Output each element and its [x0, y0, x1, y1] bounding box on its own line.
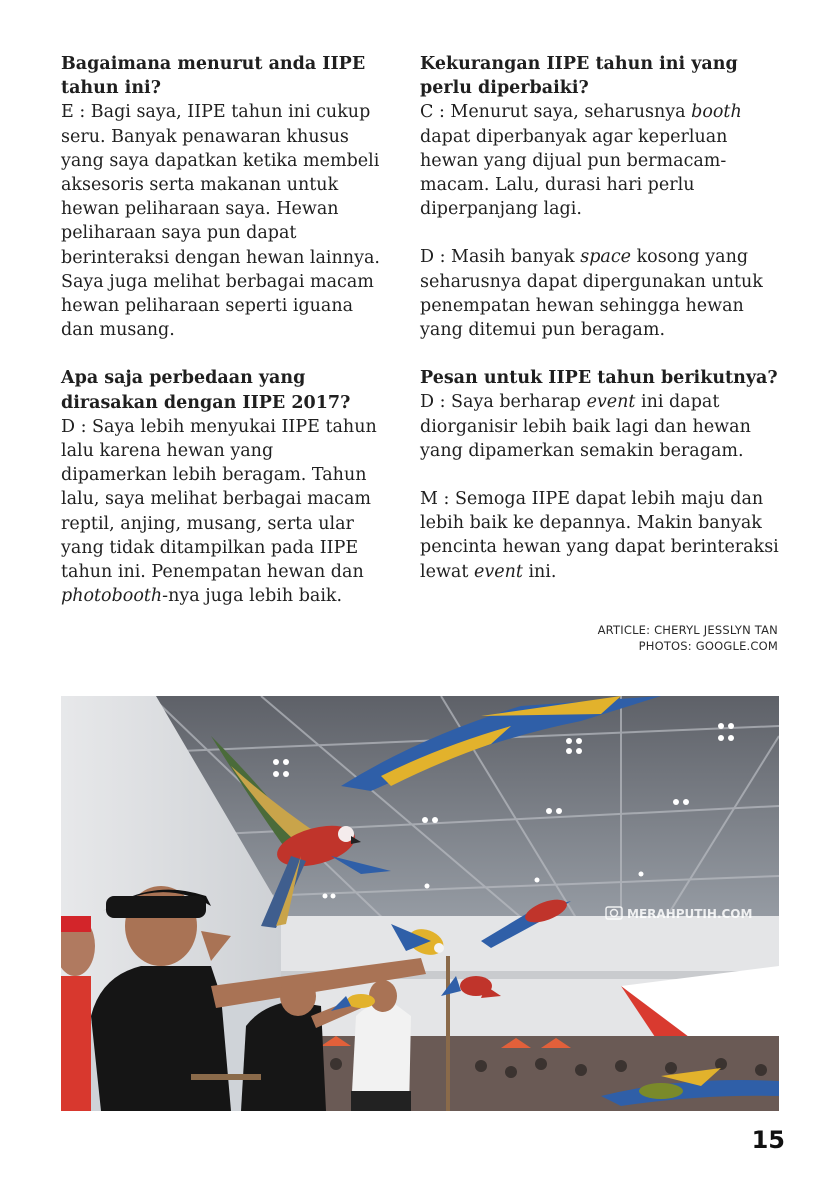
question-4: Pesan untuk IIPE tahun berikutnya? [420, 368, 778, 389]
question-3: Kekurangan IIPE tahun ini yang perlu diperbaiki? [420, 54, 738, 99]
right-column [420, 52, 780, 584]
question-2: Apa saja perbedaan yang dirasakan dengan IIPE 2017? [61, 368, 351, 413]
answer-3: C : Menurut saya, seharusnya booth dapat diperbanyak agar keperluan hewan yang dijual pun bermacam-macam. Lalu, durasi hari perlu diperpanjang lagi. [420, 102, 742, 220]
left-column [61, 52, 381, 608]
article-credit: ARTICLE: CHERYL JESSLYN TAN [597, 623, 778, 637]
photo-credit: PHOTOS: GOOGLE.COM [638, 639, 778, 653]
answer-4: D : Masih banyak space kosong yang seharusnya dapat dipergunakan untuk penempatan hewan sehingga hewan yang ditemui pun beragam. [420, 247, 763, 341]
event-photo [61, 696, 779, 1111]
answer-1: E : Bagi saya, IIPE tahun ini cukup seru. Banyak penawaran khusus yang saya dapatkan ketika membeli aksesoris serta makanan untuk hewan peliharaan saya. Hewan peliharaan saya pun dapat berinteraksi dengan hewan lainnya. Saya juga melihat berbagai macam hewan peliharaan seperti iguana dan musang. [61, 102, 380, 341]
answer-6: M : Semoga IIPE dapat lebih maju dan lebih baik ke depannya. Makin banyak pencinta hewan yang dapat berinteraksi lewat event ini. [420, 489, 779, 582]
answer-5: D : Saya berharap event ini dapat diorganisir lebih baik lagi dan hewan yang dipamerkan semakin beragam. [420, 392, 751, 461]
question-1: Bagaimana menurut anda IIPE tahun ini? [61, 54, 366, 99]
page-number: 15 [751, 1126, 785, 1154]
photo-watermark: MERAHPUTIH.COM [627, 907, 753, 921]
credits [598, 622, 778, 654]
answer-2: D : Saya lebih menyukai IIPE tahun lalu karena hewan yang dipamerkan lebih beragam. Tahun lalu, saya melihat berbagai macam reptil, anjing, musang, serta ular yang tidak ditampilkan pada IIPE tahun ini. Penempatan hewan dan photobooth-nya juga lebih baik. [61, 416, 377, 607]
